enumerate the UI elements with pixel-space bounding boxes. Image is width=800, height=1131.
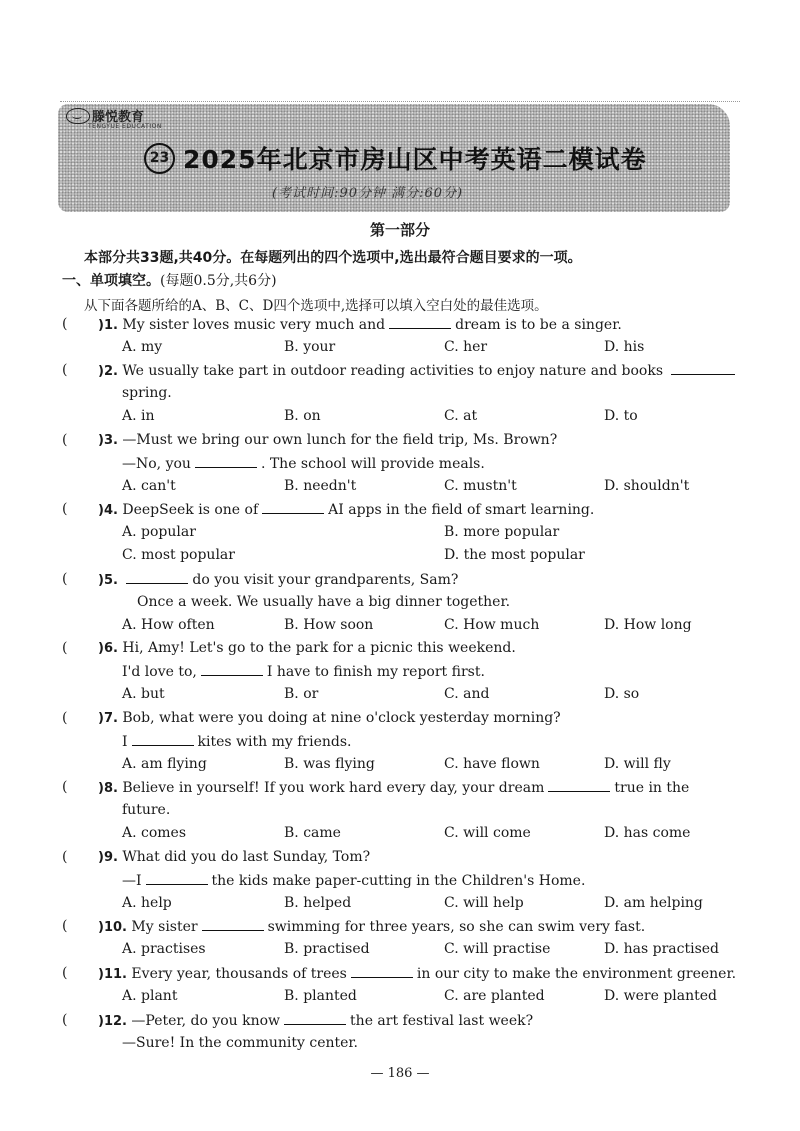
question-6-reply [122,663,485,680]
stem-text: in our city to make the environment greener. [416,966,737,982]
section-heading [62,270,277,290]
option-b[interactable]: B. came [284,825,341,841]
option-b[interactable]: B. How soon [284,617,374,633]
option-c[interactable]: C. will practise [444,941,551,957]
option-b[interactable]: B. helped [284,895,352,911]
stem-text: What did you do last Sunday, Tom? [117,849,371,865]
option-a[interactable]: A. popular [122,524,196,540]
question-2-stem [98,362,739,379]
option-c[interactable]: C. and [444,686,490,702]
stem-text: —Peter, do you know [126,1013,281,1029]
option-d[interactable]: D. were planted [604,988,717,1004]
reply-text: —I [122,873,142,889]
exam-info: (考试时间:90分钟 满分:60分) [272,186,464,201]
option-a[interactable]: A. but [122,686,165,702]
stem-text: true in the [614,780,690,796]
answer-paren: ( [62,1012,68,1028]
answer-blank[interactable] [201,663,263,676]
question-number: )9. [98,850,118,865]
question-9-stem [98,849,370,865]
option-a[interactable]: A. How often [122,617,215,633]
option-c[interactable]: C. her [444,339,488,355]
question-12-reply: —Sure! In the community center. [122,1035,359,1051]
answer-blank[interactable] [351,965,413,978]
stem-text: Believe in yourself! If you work hard every day, your dream [117,780,545,796]
question-3-reply [122,455,485,472]
question-8-continuation: future. [122,802,171,818]
option-d[interactable]: D. has practised [604,941,720,957]
answer-blank[interactable] [126,571,188,584]
section-label: 一、单项填空。 [62,273,160,289]
option-b[interactable]: B. planted [284,988,357,1004]
question-number: )3. [98,433,118,448]
option-d[interactable]: D. will fly [604,756,671,772]
question-number: )7. [98,711,118,726]
question-number: )5. [98,573,118,588]
answer-paren: ( [62,640,68,656]
option-b[interactable]: B. or [284,686,319,702]
option-b[interactable]: B. your [284,339,336,355]
option-b[interactable]: B. needn't [284,478,357,494]
part-title: 第一部分 [369,221,430,239]
option-d[interactable]: D. to [604,408,638,424]
answer-blank[interactable] [146,872,208,885]
answer-blank[interactable] [262,501,324,514]
reply-text: I have to finish my report first. [266,664,485,680]
option-a[interactable]: A. practises [122,941,206,957]
question-2-continuation: spring. [122,385,172,401]
answer-paren: ( [62,432,68,448]
question-number: )2. [98,364,118,379]
option-d[interactable]: D. so [604,686,640,702]
stem-text: We usually take part in outdoor reading activities to enjoy nature and books [117,363,668,379]
option-c[interactable]: C. have flown [444,756,540,772]
question-1-stem [98,316,622,333]
option-a[interactable]: A. my [122,339,163,355]
question-number: )8. [98,781,118,796]
option-c[interactable]: C. at [444,408,478,424]
option-d[interactable]: D. the most popular [444,547,585,563]
logo-subtitle: TENGYUE EDUCATION [88,123,162,130]
page-number: — 186 — [370,1066,430,1081]
stem-text: the art festival last week? [350,1013,534,1029]
page-title: 2025年北京市房山区中考英语二模试卷 [183,145,647,174]
answer-blank[interactable] [132,733,194,746]
stem-text: AI apps in the field of smart learning. [328,502,595,518]
question-11-stem [98,965,736,982]
answer-blank[interactable] [671,362,735,375]
option-d[interactable]: D. am helping [604,895,703,911]
option-d[interactable]: D. has come [604,825,691,841]
reply-text: kites with my friends. [197,734,352,750]
option-a[interactable]: A. comes [122,825,187,841]
answer-paren: ( [62,501,68,517]
stem-text [118,572,122,588]
title-row [144,140,647,176]
reply-text: I'd love to, [122,664,197,680]
answer-paren: ( [62,849,68,865]
answer-blank[interactable] [284,1012,346,1025]
answer-paren: ( [62,362,68,378]
exam-number-badge: 23 [144,143,175,174]
answer-paren: ( [62,965,68,981]
answer-blank[interactable] [389,316,451,329]
question-9-reply [122,872,585,889]
option-c[interactable]: C. will come [444,825,531,841]
smile-logo-icon [66,108,90,124]
option-a[interactable]: A. in [122,408,155,424]
stem-text: DeepSeek is one of [117,502,259,518]
part-intro: 本部分共33题,共40分。在每题列出的四个选项中,选出最符合题目要求的一项。 [84,250,582,266]
question-number: )11. [98,967,127,982]
reply-text: —No, you [122,456,191,472]
top-divider [60,101,740,102]
answer-paren: ( [62,710,68,726]
stem-text: dream is to be a singer. [455,317,622,333]
question-10-stem [98,918,645,935]
reply-text: . The school will provide meals. [260,456,485,472]
answer-paren: ( [62,918,68,934]
section-instruction: 从下面各题所给的A、B、C、D四个选项中,选择可以填入空白处的最佳选项。 [84,298,548,314]
section-points: (每题0.5分,共6分) [160,273,277,289]
option-b[interactable]: B. more popular [444,524,560,540]
option-a[interactable]: A. help [122,895,172,911]
answer-paren: ( [62,571,68,587]
question-12-stem [98,1012,533,1029]
option-b[interactable]: B. practised [284,941,370,957]
reply-text: the kids make paper-cutting in the Children's Home. [211,873,586,889]
stem-text: My sister loves music very much and [117,317,386,333]
reply-text: I [122,734,128,750]
question-6-stem [98,640,516,656]
option-d[interactable]: D. his [604,339,645,355]
option-d[interactable]: D. How long [604,617,692,633]
question-7-stem [98,710,561,726]
stem-text: —Must we bring our own lunch for the field trip, Ms. Brown? [117,432,558,448]
stem-text: Hi, Amy! Let's go to the park for a picnic this weekend. [117,640,516,656]
question-number: )10. [98,920,127,935]
question-5-reply: Once a week. We usually have a big dinner together. [137,594,511,610]
answer-paren: ( [62,779,68,795]
question-4-stem [98,501,594,518]
stem-text: do you visit your grandparents, Sam? [192,572,459,588]
question-7-reply [122,733,351,750]
question-number: )1. [98,318,118,333]
option-c[interactable]: C. will help [444,895,524,911]
answer-paren: ( [62,316,68,332]
option-c[interactable]: C. most popular [122,547,235,563]
option-d[interactable]: D. shouldn't [604,478,690,494]
answer-blank[interactable] [548,779,610,792]
stem-text: Every year, thousands of trees [126,966,347,982]
option-b[interactable]: B. on [284,408,321,424]
answer-blank[interactable] [202,918,264,931]
option-b[interactable]: B. was flying [284,756,375,772]
stem-text: swimming for three years, so she can swim very fast. [267,919,646,935]
option-a[interactable]: A. am flying [122,756,207,772]
option-a[interactable]: A. can't [122,478,176,494]
question-number: )4. [98,503,118,518]
question-3-stem [98,432,557,448]
question-5-stem [98,571,458,588]
option-c[interactable]: C. How much [444,617,540,633]
stem-text: Bob, what were you doing at nine o'clock yesterday morning? [117,710,561,726]
question-number: )12. [98,1014,127,1029]
question-number: )6. [98,641,118,656]
answer-blank[interactable] [195,455,257,468]
question-8-stem [98,779,689,796]
option-a[interactable]: A. plant [122,988,178,1004]
option-c[interactable]: C. mustn't [444,478,517,494]
logo-text: 滕悦教育 [92,110,145,125]
stem-text: My sister [126,919,198,935]
option-c[interactable]: C. are planted [444,988,545,1004]
